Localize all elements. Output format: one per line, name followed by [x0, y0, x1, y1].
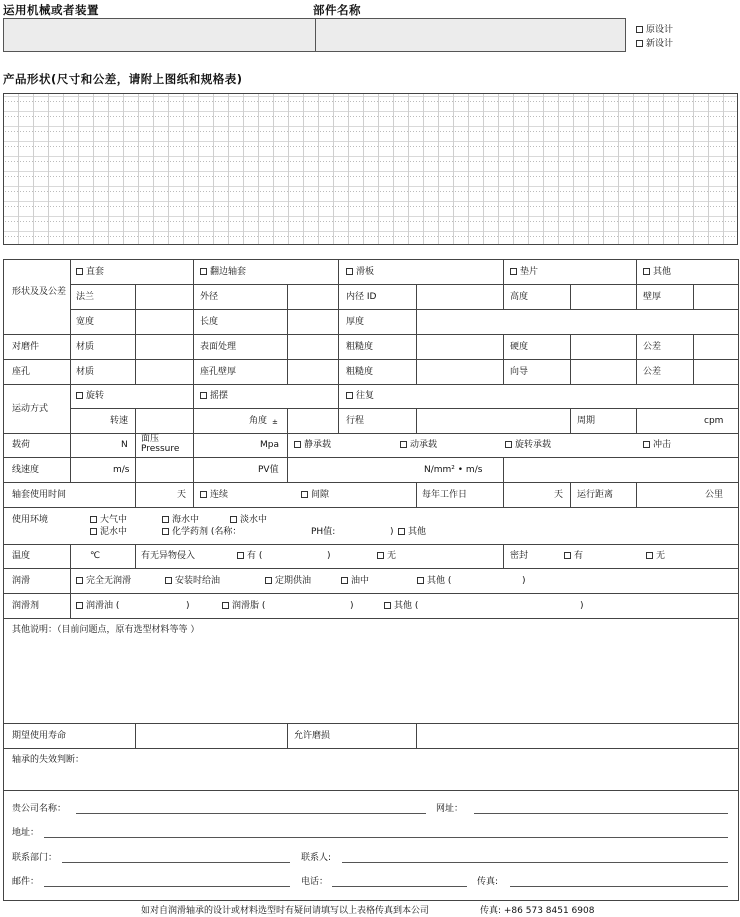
speed-label: 转速: [110, 416, 129, 426]
intermittent-label: 间隙: [311, 490, 330, 500]
washer-label: 垫片: [520, 267, 539, 277]
phone-field[interactable]: [332, 886, 467, 887]
fresh-checkbox[interactable]: [230, 514, 267, 526]
checkbox-icon: [643, 441, 650, 448]
new-design-label: 新设计: [646, 39, 674, 49]
address-field[interactable]: [44, 837, 728, 838]
reciprocate-label: 往复: [356, 391, 375, 401]
checkbox-icon: [162, 528, 169, 535]
contact-person-label: 联系人:: [301, 853, 332, 863]
lubricant-other-label: 其他 (: [394, 601, 419, 611]
slide-label: 滑板: [356, 267, 375, 277]
email-field[interactable]: [44, 886, 290, 887]
continuous-label: 连续: [210, 490, 229, 500]
pv-unit: N/mm² • m/s: [424, 465, 483, 475]
company-label: 贵公司名称：: [12, 804, 67, 814]
company-field[interactable]: [76, 813, 426, 814]
mpa-unit: Mpa: [260, 440, 279, 450]
install-oil-label: 安装时给油: [175, 576, 221, 586]
checkbox-icon: [200, 268, 207, 275]
seal-yes-label: 有: [574, 551, 584, 561]
dynamic-load-checkbox[interactable]: [400, 439, 437, 451]
lube-other-label: 其他 (: [427, 576, 452, 586]
km-unit: 公里: [705, 490, 724, 500]
notes-area[interactable]: [4, 637, 737, 722]
chemical-label: 化学药剂 (名称：: [172, 527, 242, 537]
mating-material-label: 材质: [76, 342, 95, 352]
mating-roughness-label: 粗糙度: [346, 342, 374, 352]
day-unit: 天: [177, 490, 187, 500]
foreign-yes-label: 有 (: [247, 551, 263, 561]
checkbox-icon: [398, 528, 405, 535]
reciprocate-checkbox[interactable]: [346, 390, 374, 402]
mating-label: 对磨件: [12, 342, 40, 352]
width-label: 宽度: [76, 317, 95, 327]
flange-label: 法兰: [76, 292, 95, 302]
checkbox-icon: [222, 602, 229, 609]
periodic-oil-label: 定期供油: [275, 576, 312, 586]
temperature-label: 温度: [12, 551, 31, 561]
lube-oil-label: 润滑油 (: [86, 601, 120, 611]
checkbox-icon: [165, 577, 172, 584]
cpm-unit: cpm: [704, 416, 724, 426]
static-load-label: 静承载: [304, 440, 332, 450]
checkbox-icon: [301, 491, 308, 498]
ph-label: PH值:: [311, 527, 336, 537]
seal-no-label: 无: [656, 551, 666, 561]
checkbox-icon: [76, 268, 83, 275]
checkbox-icon: [505, 441, 512, 448]
intermittent-checkbox[interactable]: [301, 489, 329, 501]
grease-close: ): [350, 601, 354, 611]
air-label: 大气中: [100, 515, 128, 525]
checkbox-icon: [265, 577, 272, 584]
website-field[interactable]: [474, 813, 728, 814]
housing-material-label: 材质: [76, 367, 95, 377]
seal-no-checkbox[interactable]: [646, 550, 665, 562]
foreign-matter-label: 有无异物侵入: [141, 551, 196, 561]
wall-label: 壁厚: [643, 292, 662, 302]
footer-fax: 传真: +86 573 8451 6908: [480, 906, 595, 916]
website-label: 网址：: [436, 804, 464, 814]
lubricant-other-checkbox[interactable]: [384, 600, 418, 612]
lubricant-other-close: ): [580, 601, 584, 611]
environment-label: 使用环境: [12, 515, 49, 525]
impact-load-checkbox[interactable]: [643, 439, 671, 451]
rotate-checkbox[interactable]: [76, 390, 104, 402]
hardness-label: 硬度: [510, 342, 529, 352]
phone-label: 电话：: [301, 877, 329, 887]
housing-wall-label: 座孔壁厚: [200, 367, 237, 377]
lube-oil-checkbox[interactable]: [76, 600, 119, 612]
checkbox-icon: [377, 552, 384, 559]
sea-checkbox[interactable]: [162, 514, 199, 526]
service-time-label: 轴套使用时间: [12, 490, 67, 500]
part-name-label: 部件名称: [313, 3, 361, 17]
sea-label: 海水中: [172, 515, 200, 525]
distance-label: 运行距离: [577, 490, 614, 500]
grease-label: 润滑脂 (: [232, 601, 266, 611]
height-label: 高度: [510, 292, 529, 302]
rotating-load-checkbox[interactable]: [505, 439, 551, 451]
shape-label: 形状及及公差: [12, 287, 67, 297]
email-label: 邮件：: [12, 877, 40, 887]
expected-life-label: 期望使用寿命: [12, 731, 67, 741]
flange-sleeve-label: 翻边轴套: [210, 267, 247, 277]
checkbox-icon: [341, 577, 348, 584]
lube-other-checkbox[interactable]: [417, 575, 451, 587]
equipment-label: 运用机械或者装置: [3, 3, 99, 17]
period-label: 周期: [577, 416, 596, 426]
motion-label: 运动方式: [12, 404, 49, 414]
washer-checkbox[interactable]: [510, 266, 538, 278]
checkbox-icon: [646, 552, 653, 559]
id-label: 内径 ID: [346, 292, 377, 302]
day-unit-2: 天: [554, 490, 564, 500]
rotate-label: 旋转: [86, 391, 105, 401]
surface-label: 表面处理: [200, 342, 237, 352]
lube-other-close: ): [522, 576, 526, 586]
checkbox-icon: [200, 491, 207, 498]
checkbox-icon: [417, 577, 424, 584]
checkbox-icon: [346, 268, 353, 275]
swing-checkbox[interactable]: [200, 390, 228, 402]
env-other-checkbox[interactable]: [398, 526, 426, 538]
ms-unit: m/s: [113, 465, 130, 475]
mating-tolerance-label: 公差: [643, 342, 662, 352]
pressure-cn-label: 面压: [141, 434, 160, 444]
failure-field[interactable]: [4, 767, 737, 789]
mud-label: 泥水中: [100, 527, 128, 537]
lube-oil-close: ): [186, 601, 190, 611]
checkbox-icon: [400, 441, 407, 448]
mud-checkbox[interactable]: [90, 526, 127, 538]
pv-label: PV值: [258, 465, 279, 475]
checkbox-icon: [90, 516, 97, 523]
checkbox-icon: [76, 392, 83, 399]
department-field[interactable]: [62, 862, 290, 863]
impact-load-label: 冲击: [653, 440, 672, 450]
thickness-label: 厚度: [346, 317, 365, 327]
failure-label: 轴承的失效判断：: [12, 755, 85, 765]
in-oil-label: 油中: [351, 576, 370, 586]
swing-label: 摇摆: [210, 391, 229, 401]
housing-label: 座孔: [12, 367, 31, 377]
slide-checkbox[interactable]: [346, 266, 374, 278]
checkbox-icon: [76, 577, 83, 584]
checkbox-icon: [346, 392, 353, 399]
fresh-label: 淡水中: [240, 515, 268, 525]
install-oil-checkbox[interactable]: [165, 575, 220, 587]
no-lube-checkbox[interactable]: [76, 575, 131, 587]
static-load-checkbox[interactable]: [294, 439, 331, 451]
rotating-load-label: 旋转承载: [515, 440, 552, 450]
checkbox-icon: [643, 268, 650, 275]
checkbox-icon: [90, 528, 97, 535]
address-label: 地址：: [12, 828, 40, 838]
housing-roughness-label: 粗糙度: [346, 367, 374, 377]
foreign-no-label: 无: [387, 551, 397, 561]
footer-note: 如对自润滑轴承的设计或材料选型时有疑问请填写以上表格传真到本公司: [141, 906, 430, 916]
checkbox-icon: [200, 392, 207, 399]
fax-field[interactable]: [510, 886, 728, 887]
velocity-label: 线速度: [12, 465, 40, 475]
checkbox-icon: [230, 516, 237, 523]
checkbox-icon: [510, 268, 517, 275]
expected-life-field[interactable]: [136, 724, 286, 747]
od-label: 外径: [200, 292, 219, 302]
fax-label: 传真:: [477, 877, 499, 887]
straight-label: 直套: [86, 267, 105, 277]
checkbox-icon: [294, 441, 301, 448]
plus-minus: ±: [272, 418, 278, 426]
annual-days-label: 每年工作日: [422, 490, 468, 500]
no-lube-label: 完全无润滑: [86, 576, 132, 586]
shape-section-title: 产品形状(尺寸和公差，请附上图纸和规格表): [3, 72, 243, 86]
newton-unit: N: [121, 440, 128, 450]
allowed-wear-label: 允许磨损: [294, 731, 331, 741]
continuous-checkbox[interactable]: [200, 489, 228, 501]
load-label: 载荷: [12, 440, 31, 450]
grease-checkbox[interactable]: [222, 600, 265, 612]
dynamic-load-label: 动承载: [410, 440, 438, 450]
chemical-checkbox[interactable]: [162, 526, 241, 538]
foreign-yes-checkbox[interactable]: [237, 550, 262, 562]
straight-checkbox[interactable]: [76, 266, 104, 278]
notes-label: 其他说明：（目前问题点，原有选型材料等等 ）: [12, 625, 200, 635]
angle-label: 角度: [249, 416, 268, 426]
checkbox-icon: [564, 552, 571, 559]
chem-close-paren: ): [390, 527, 394, 537]
stroke-label: 行程: [346, 416, 365, 426]
guide-label: 向导: [510, 367, 529, 377]
checkbox-icon: [237, 552, 244, 559]
orig-design-label: 原设计: [646, 25, 674, 35]
env-other-label: 其他: [408, 527, 427, 537]
allowed-wear-field[interactable]: [417, 724, 737, 747]
other-shape-checkbox[interactable]: [643, 266, 671, 278]
seal-yes-checkbox[interactable]: [564, 550, 583, 562]
other-shape-label: 其他: [653, 267, 672, 277]
foreign-yes-close: ): [327, 551, 331, 561]
lubrication-label: 润滑: [12, 576, 31, 586]
pressure-en-label: Pressure: [141, 444, 180, 454]
flange-sleeve-checkbox[interactable]: [200, 266, 246, 278]
air-checkbox[interactable]: [90, 514, 127, 526]
checkbox-icon: [162, 516, 169, 523]
lubricant-label: 润滑剂: [12, 601, 40, 611]
housing-tolerance-label: 公差: [643, 367, 662, 377]
length-label: 长度: [200, 317, 219, 327]
periodic-oil-checkbox[interactable]: [265, 575, 311, 587]
foreign-no-checkbox[interactable]: [377, 550, 396, 562]
in-oil-checkbox[interactable]: [341, 575, 369, 587]
department-label: 联系部门：: [12, 853, 58, 863]
checkbox-icon: [384, 602, 391, 609]
seal-label: 密封: [510, 551, 529, 561]
checkbox-icon: [76, 602, 83, 609]
contact-person-field[interactable]: [342, 862, 728, 863]
celsius-unit: ℃: [90, 551, 101, 561]
